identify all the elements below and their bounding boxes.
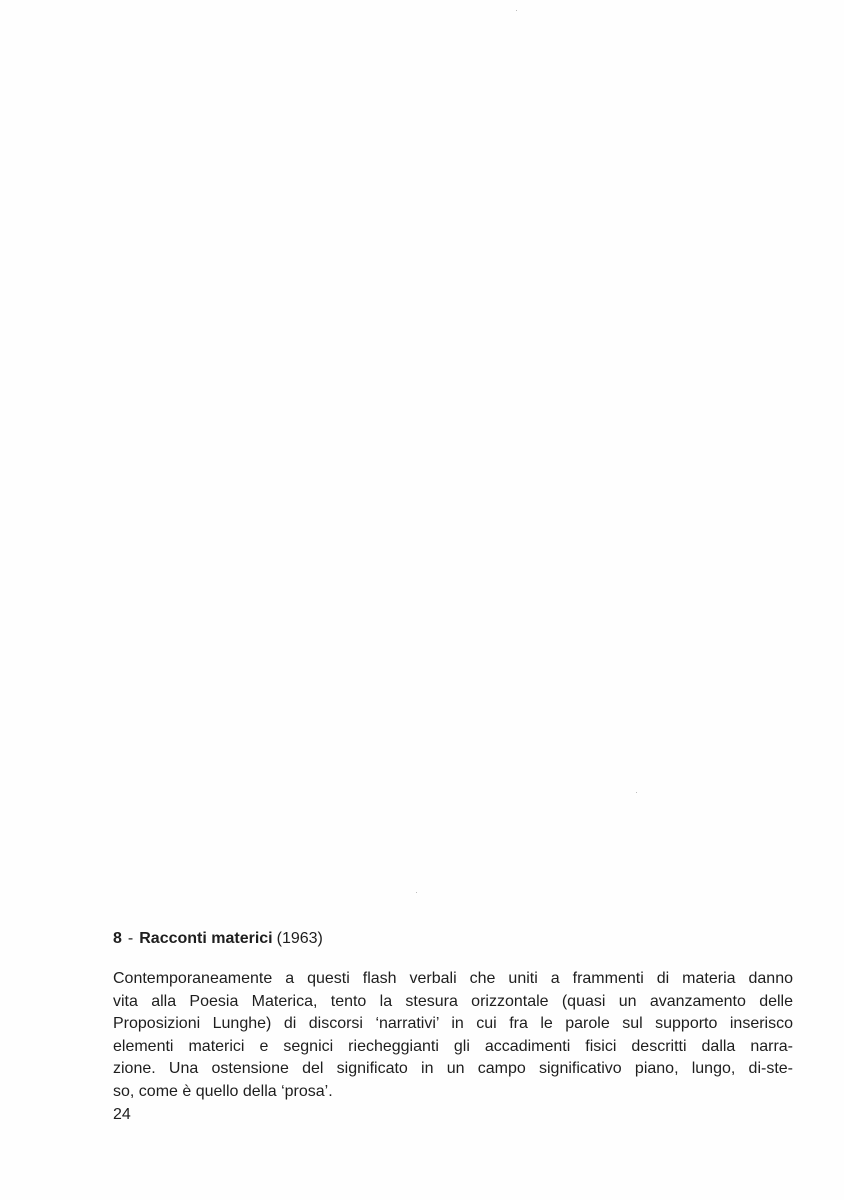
body-line: so, come è quello della ‘prosa’.: [113, 1082, 333, 1100]
body-paragraph: [113, 968, 793, 1103]
section-year: (1963): [276, 930, 323, 947]
section-heading: [113, 928, 323, 950]
paper-speck: [516, 10, 517, 11]
page-number: 24: [113, 1106, 131, 1123]
body-line: Contemporaneamente a questi flash verbali che uniti a frammenti di materia danno: [113, 970, 793, 987]
body-line: elementi materici e segnici riecheggianti gli accadimenti fisici descritti dalla narra-: [113, 1037, 793, 1055]
section-title: Racconti materici: [139, 930, 273, 947]
paper-speck: [636, 792, 637, 793]
body-line: vita alla Poesia Materica, tento la stesura orizzontale (quasi un avanzamento delle: [113, 992, 793, 1010]
body-line: zione. Una ostensione del significato in un campo significativo piano, lungo, di-ste-: [113, 1060, 793, 1077]
section-separator: -: [127, 930, 134, 947]
paper-speck: [416, 892, 417, 893]
section-number: 8: [113, 930, 122, 947]
body-line: Proposizioni Lunghe) di discorsi ‘narrativi’ in cui fra le parole sul supporto inserisco: [113, 1015, 793, 1032]
